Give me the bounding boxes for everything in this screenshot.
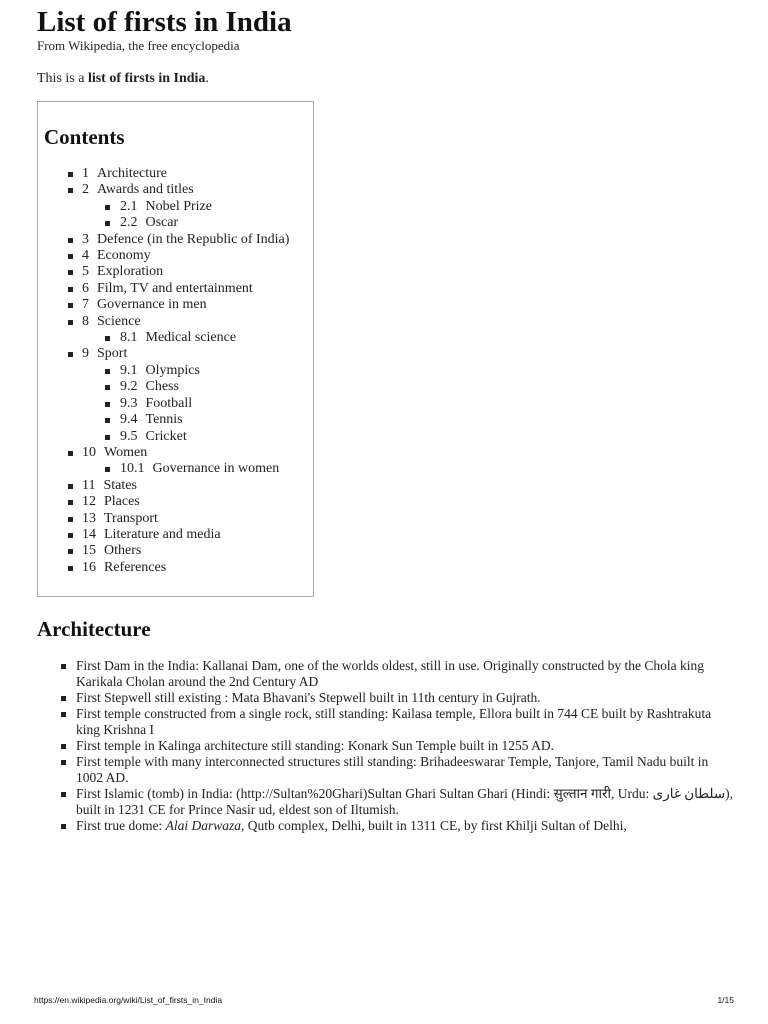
toc-label: Science bbox=[97, 313, 141, 329]
toc-number: 9.5 bbox=[120, 428, 138, 444]
intro-suffix: . bbox=[205, 71, 209, 86]
toc-label: States bbox=[103, 477, 137, 493]
list-item: First Dam in the India: Kallanai Dam, one of the worlds oldest, still in use. Originally constructed by the Chola king Karikala Cholan around the 2nd Century AD bbox=[37, 658, 737, 690]
toc-number: 7 bbox=[82, 297, 89, 313]
toc-item-chess[interactable] bbox=[38, 379, 289, 395]
toc-number: 9.3 bbox=[120, 395, 138, 411]
toc-label: Sport bbox=[97, 346, 128, 362]
list-item: First temple in Kalinga architecture still standing: Konark Sun Temple built in 1255 AD. bbox=[37, 738, 737, 754]
architecture-list bbox=[37, 658, 737, 834]
toc-label: Olympics bbox=[145, 362, 200, 378]
toc-item-awards-and-titles[interactable] bbox=[38, 182, 289, 198]
toc-item-tennis[interactable] bbox=[38, 412, 289, 428]
toc-item-olympics[interactable] bbox=[38, 363, 289, 379]
list-item: First temple with many interconnected structures still standing: Brihadeeswarar Temple, Tanjore, Tamil Nadu built in 1002 AD. bbox=[37, 754, 737, 786]
toc-label: Others bbox=[104, 543, 142, 559]
toc-number: 10.1 bbox=[120, 461, 145, 477]
toc-title: Contents bbox=[44, 125, 125, 149]
toc-number: 13 bbox=[82, 510, 96, 526]
toc-label: Chess bbox=[145, 379, 179, 395]
toc-item-architecture[interactable] bbox=[38, 166, 289, 182]
toc-item-literature-and-media[interactable] bbox=[38, 527, 289, 543]
intro-text bbox=[37, 70, 209, 88]
toc-label: Nobel Prize bbox=[145, 198, 212, 214]
toc-item-governance-in-men[interactable] bbox=[38, 297, 289, 313]
list-item bbox=[37, 818, 737, 834]
toc-item-others[interactable] bbox=[38, 543, 289, 559]
toc-number: 8.1 bbox=[120, 330, 138, 346]
toc-label: Governance in women bbox=[152, 461, 280, 477]
page-title: List of firsts in India bbox=[37, 6, 292, 38]
toc-number: 9.1 bbox=[120, 362, 138, 378]
toc-item-economy[interactable] bbox=[38, 248, 289, 264]
list-item-text: First true dome: bbox=[76, 818, 166, 833]
list-item: First Islamic (tomb) in India: (http://Sultan%20Ghari)Sultan Ghari Sultan Ghari (Hindi: सुल्तान गारी, Urdu: سلطان غاری), built in 1231 CE for Prince Nasir ud, eldest son of Iltumish. bbox=[37, 786, 737, 818]
toc-label: Women bbox=[104, 444, 148, 460]
toc-number: 12 bbox=[82, 494, 96, 510]
toc-item-defence[interactable] bbox=[38, 232, 289, 248]
toc-number: 6 bbox=[82, 280, 89, 296]
toc-label: Exploration bbox=[97, 264, 164, 280]
toc-label: References bbox=[104, 559, 167, 575]
toc-item-states[interactable] bbox=[38, 478, 289, 494]
tagline: From Wikipedia, the free encyclopedia bbox=[37, 38, 240, 53]
toc-label: Defence (in the Republic of India) bbox=[97, 231, 290, 247]
toc-number: 9.4 bbox=[120, 412, 138, 428]
toc-number: 2.2 bbox=[120, 215, 138, 231]
list-item: First Stepwell still existing : Mata Bhavani's Stepwell built in 11th century in Gujrath. bbox=[37, 690, 737, 706]
toc-item-medical-science[interactable] bbox=[38, 330, 289, 346]
toc-item-sport[interactable] bbox=[38, 346, 289, 362]
table-of-contents bbox=[37, 101, 314, 597]
list-item-text: , Qutb complex, Delhi, built in 1311 CE, by first Khilji Sultan of Delhi, bbox=[241, 818, 627, 833]
toc-number: 2 bbox=[82, 182, 89, 198]
toc-label: Awards and titles bbox=[97, 182, 194, 198]
toc-number: 15 bbox=[82, 543, 96, 559]
toc-number: 3 bbox=[82, 231, 89, 247]
toc-item-cricket[interactable] bbox=[38, 429, 289, 445]
toc-item-exploration[interactable] bbox=[38, 264, 289, 280]
section-heading-architecture: Architecture bbox=[37, 617, 151, 641]
toc-label: Transport bbox=[104, 510, 158, 526]
toc-label: Football bbox=[145, 395, 193, 411]
toc-number: 16 bbox=[82, 559, 96, 575]
toc-number: 9.2 bbox=[120, 379, 138, 395]
toc-item-places[interactable] bbox=[38, 494, 289, 510]
toc-label: Film, TV and entertainment bbox=[97, 280, 253, 296]
toc-number: 11 bbox=[82, 477, 96, 493]
intro-prefix: This is a bbox=[37, 71, 88, 86]
toc-number: 2.1 bbox=[120, 198, 138, 214]
toc-item-film-tv[interactable] bbox=[38, 281, 289, 297]
toc-number: 10 bbox=[82, 444, 96, 460]
list-item: First temple constructed from a single rock, still standing: Kailasa temple, Ellora built in 744 CE built by Rashtrakuta king Krishna I bbox=[37, 706, 737, 738]
toc-item-governance-in-women[interactable] bbox=[38, 461, 289, 477]
toc-label: Medical science bbox=[145, 330, 237, 346]
toc-list bbox=[38, 166, 289, 576]
toc-label: Economy bbox=[97, 248, 151, 264]
toc-label: Governance in men bbox=[97, 297, 207, 313]
toc-label: Tennis bbox=[145, 412, 183, 428]
toc-number: 14 bbox=[82, 526, 96, 542]
toc-label: Places bbox=[104, 494, 140, 510]
toc-item-oscar[interactable] bbox=[38, 215, 289, 231]
toc-item-science[interactable] bbox=[38, 314, 289, 330]
toc-label: Cricket bbox=[145, 428, 187, 444]
toc-label: Oscar bbox=[145, 215, 179, 231]
toc-number: 8 bbox=[82, 313, 89, 329]
toc-label: Literature and media bbox=[104, 526, 221, 542]
toc-number: 4 bbox=[82, 248, 89, 264]
toc-item-football[interactable] bbox=[38, 396, 289, 412]
toc-number: 9 bbox=[82, 346, 89, 362]
toc-number: 5 bbox=[82, 264, 89, 280]
toc-item-references[interactable] bbox=[38, 560, 289, 576]
toc-item-women[interactable] bbox=[38, 445, 289, 461]
alai-darwaza-link[interactable]: Alai Darwaza bbox=[165, 818, 242, 833]
toc-item-nobel-prize[interactable] bbox=[38, 199, 289, 215]
footer-page-number: 1/15 bbox=[717, 995, 734, 1005]
toc-label: Architecture bbox=[97, 166, 167, 181]
footer-url: https://en.wikipedia.org/wiki/List_of_firsts_in_India bbox=[34, 995, 223, 1005]
toc-number: 1 bbox=[82, 166, 89, 181]
intro-bold-link[interactable]: list of firsts in India bbox=[87, 71, 206, 86]
toc-item-transport[interactable] bbox=[38, 511, 289, 527]
